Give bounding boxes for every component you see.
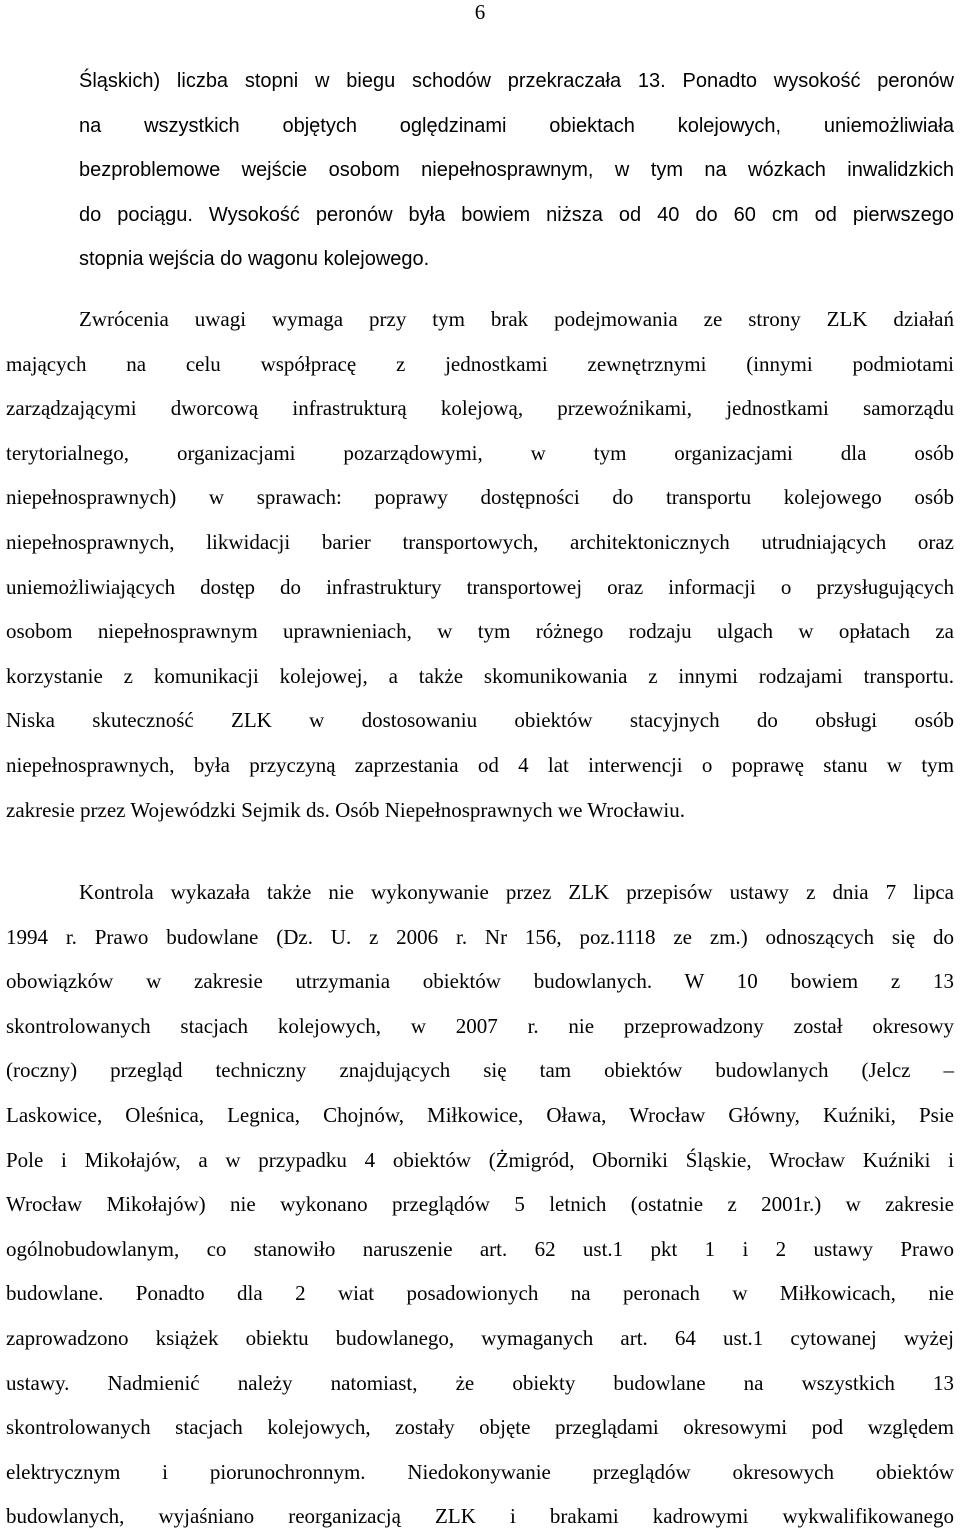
text-line: elektrycznym i piorunochronnym. Niedokonywanie przeglądów okresowych obiektów [6,1459,954,1484]
text-line: Pole i Mikołajów, a w przypadku 4 obiektów (Żmigród, Oborniki Śląskie, Wrocław Kuźniki i [6,1147,954,1172]
text-line: do pociągu. Wysokość peronów była bowiem niższa od 40 do 60 cm od pierwszego [79,203,954,226]
text-line: bezproblemowe wejście osobom niepełnosprawnym, w tym na wózkach inwalidzkich [79,159,954,182]
paragraph-accessibility-platforms [6,59,954,282]
text-line: Śląskich) liczba stopni w biegu schodów przekraczała 13. Ponadto wysokość peronów [79,70,954,92]
text-line: obowiązków w zakresie utrzymania obiektów budowlanych. W 10 bowiem z 13 [6,969,954,994]
page-number: 6 [474,0,486,24]
text-line: uniemożliwiających dostęp do infrastruktury transportowej oraz informacji o przysługujących [6,574,954,599]
text-line: Niska skuteczność ZLK w dostosowaniu obiektów stacyjnych do obsługi osób [6,708,954,733]
text-line: budowlanych, wyjaśniano reorganizacją ZLK i brakami kadrowymi wykwalifikowanego [6,1504,954,1529]
text-line: skontrolowanych stacjach kolejowych, zostały objęte przeglądami okresowymi pod względem [6,1415,954,1440]
text-line: ustawy. Nadmienić należy natomiast, że obiekty budowlane na wszystkich 13 [6,1370,954,1395]
text-line: na wszystkich objętych oględzinami obiektach kolejowych, uniemożliwiała [79,114,954,137]
text-line: Wrocław Mikołajów) nie wykonano przeglądów 5 letnich (ostatnie z 2001r.) w zakresie [6,1192,954,1217]
text-line: budowlane. Ponadto dla 2 wiat posadowionych na peronach w Miłkowicach, nie [6,1281,954,1306]
text-line: stopnia wejścia do wagonu kolejowego. [79,248,430,271]
text-line: zaprowadzono książek obiektu budowlanego, wymaganych art. 64 ust.1 cytowanej wyżej [6,1325,954,1350]
text-line: niepełnosprawnych, likwidacji barier transportowych, architektonicznych utrudniających oraz [6,529,954,554]
text-line: zarządzającymi dworcową infrastrukturą kolejową, przewoźnikami, jednostkami samorządu [6,396,954,421]
text-line: 1994 r. Prawo budowlane (Dz. U. z 2006 r. Nr 156, poz.1118 ze zm.) odnoszących się do [6,924,954,949]
text-line: Kontrola wykazała także nie wykonywanie przez ZLK przepisów ustawy z dnia 7 lipca [79,880,954,904]
text-line: osobom niepełnosprawnym uprawnieniach, w tym różnego rodzaju ulgach w opłatach za [6,619,954,644]
text-line: skontrolowanych stacjach kolejowych, w 2007 r. nie przeprowadzony został okresowy [6,1013,954,1038]
text-line: terytorialnego, organizacjami pozarządowymi, w tym organizacjami dla osób [6,440,954,465]
text-line: mających na celu współpracę z jednostkami zewnętrznymi (innymi podmiotami [6,351,954,376]
text-line: zakresie przez Wojewódzki Sejmik ds. Osób Niepełnosprawnych we Wrocławiu. [6,797,685,822]
text-line: Zwrócenia uwagi wymaga przy tym brak podejmowania ze strony ZLK działań [79,307,954,331]
text-line: niepełnosprawnych, była przyczyną zaprzestania od 4 lat interwencji o poprawę stanu w tym [6,752,954,777]
text-line: niepełnosprawnych) w sprawach: poprawy dostępności do transportu kolejowego osób [6,485,954,510]
text-line: korzystanie z komunikacji kolejowej, a także skomunikowania z innymi rodzajami transportu. [6,663,954,688]
paragraph-cooperation [6,297,954,832]
text-line: (roczny) przegląd techniczny znajdujących się tam obiektów budowlanych (Jelcz – [6,1058,954,1083]
paragraph-building-law [6,870,954,1539]
text-line: ogólnobudowlanym, co stanowiło naruszenie art. 62 ust.1 pkt 1 i 2 ustawy Prawo [6,1236,954,1261]
text-line: Laskowice, Oleśnica, Legnica, Chojnów, Miłkowice, Oława, Wrocław Główny, Kuźniki, Psie [6,1102,954,1127]
